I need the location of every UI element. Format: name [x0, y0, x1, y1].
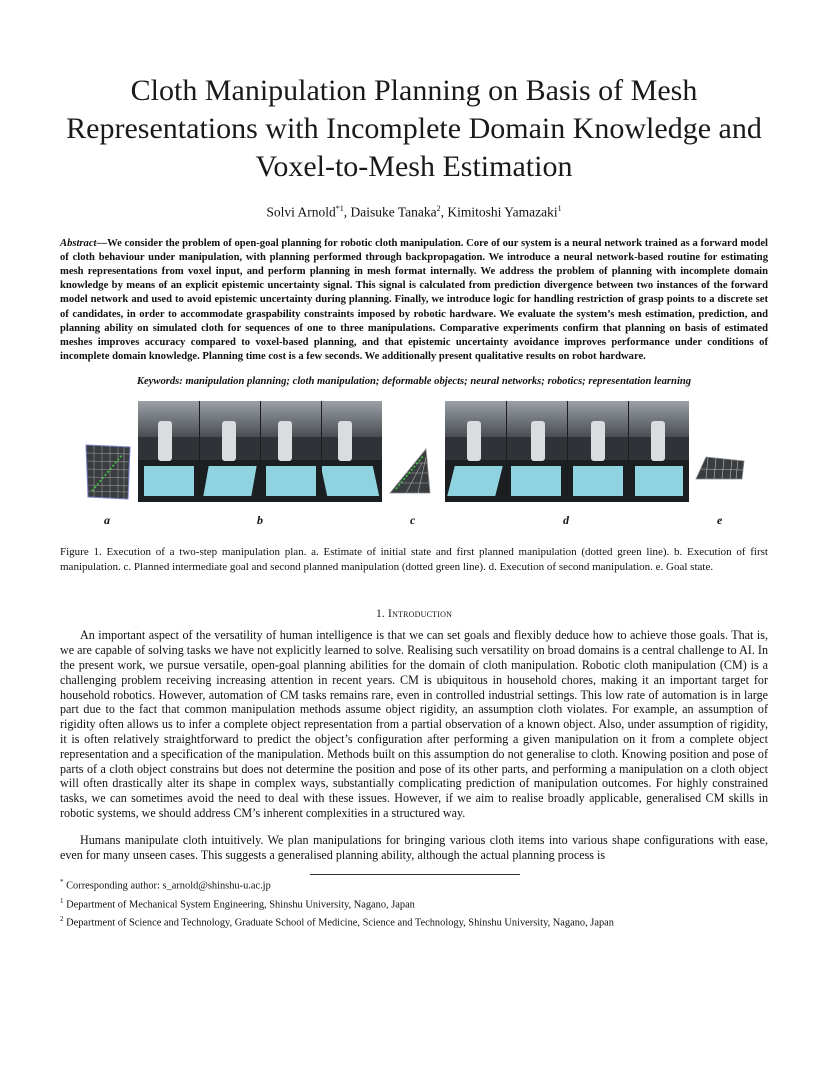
body-paragraph: An important aspect of the versatility of human intelligence is that we can set goals and flexibly deduce how to achieve those goals. That is, we are capable of solving tasks we have not explicitly learned to solve. Realising such versatility on broad domains is a central challenge to AI. In the present work, we pursue versatile, open-goal planning abilities for the domain of cloth manipulation. Robotic cloth manipulation (CM) is a challenging problem receiving increasing attention in recent years. CM is ubiquitous in household chores, making it an important target for household robotics. However, automation of CM tasks remains rare, even in controlled industrial settings. This low rate of automation is in large part due to the fact that common manipulation methods assume object rigidity, an assumption cloth violates. For example, an assumption of rigidity often allows us to infer a complete object representation from a partial observation of a known object. Also, under assumption of rigidity, it is often relatively straightforward to predict the object’s configuration after performing a given manipulation on it from a complete object representation and a specification of the manipulation. Methods built on this assumption do not generalise to cloth. Knowing position and pose of parts of a cloth object constrains but does not determine the position and pose of its other parts, and performing a manipulation on a cloth object will often drastically alter its shape in complex ways, substantially complicating prediction of manipulation outcomes. For highly constrained tasks, we can sometimes avoid the need to deal with these issues. However, if we aim to realise broadly applicable, generalised CM skills in robotic systems, we should address CM’s inherent complexities in a structured way. — [60, 628, 768, 820]
author-mark: *1 — [335, 204, 344, 213]
mesh-intermediate-goal — [386, 443, 434, 499]
footnote-mark: 1 — [60, 896, 64, 905]
author-mark: 2 — [436, 204, 441, 213]
figure-label-a: a — [104, 513, 110, 528]
author-name: Kimitoshi Yamazaki — [447, 204, 558, 220]
paper-page — [60, 0, 768, 931]
footnote-mark: * — [60, 878, 64, 887]
section-title: Introduction — [388, 608, 453, 621]
body-paragraph: Humans manipulate cloth intuitively. We plan manipulations for bringing various cloth items into various shape configurations with ease, even for many unseen cases. This suggests a generalised planning ability, although the actual planning process is — [60, 832, 768, 862]
abstract-text: —We consider the problem of open-goal planning for robotic cloth manipulation. Core of our system is a neural network trained as a forward model of cloth behaviour under manipulation, with planning performed through backpropagation. We introduce a neural network-based routine for estimating mesh representations from voxel input, and perform planning in mesh format internally. We address the problem of planning with incomplete domain knowledge by means of an explicit epistemic uncertainty signal. This signal is calculated from prediction divergence between two instances of the forward model network and used to avoid epistemic uncertainty during planning. Finally, we introduce logic for handling restriction of grasp points to a discrete set of candidates, in order to accommodate graspability constraints imposed by robotic hardware. We evaluate the system’s mesh estimation, prediction, and planning ability on simulated cloth for sequences of one to three manipulations. Comparative experiments confirm that planning on basis of estimated meshes improves accuracy compared to voxel-based planning, and that epistemic uncertainty avoidance improves performance under conditions of incomplete domain knowledge. Planning time cost is a few seconds. We additionally present qualitative results on robot hardware. — [60, 237, 768, 363]
execution-photos-first — [138, 401, 382, 502]
author-list: Solvi Arnold$^{*1}$, Daisuke Tanaka$^2$, Kimitoshi Yamazaki$^1$ — [266, 204, 562, 220]
figure-1 — [60, 401, 768, 541]
section-number: 1. — [375, 608, 385, 621]
footnote-text: Corresponding author: s_arnold@shinshu-u.ac.jp — [66, 880, 271, 892]
paper-title: Cloth Manipulation Planning on Basis of Mesh Representations with Incomplete Domain Knowledge and Voxel-to-Mesh Estimation — [66, 74, 762, 183]
author-mark: 1 — [557, 204, 562, 213]
figure-label-d: d — [563, 513, 569, 528]
footnote — [60, 912, 768, 930]
figure-label-c: c — [410, 513, 416, 528]
execution-photos-second — [445, 401, 689, 502]
abstract-label: Abstract — [60, 237, 97, 249]
mesh-goal-state — [692, 451, 748, 487]
figure-label-e: e — [717, 513, 723, 528]
figure-label-b: b — [257, 513, 263, 528]
footnote — [60, 875, 768, 893]
footnote-text: Department of Mechanical System Engineering, Shinshu University, Nagano, Japan — [66, 899, 415, 911]
mesh-estimate-initial — [82, 441, 134, 503]
section-heading — [60, 608, 768, 620]
footnote — [60, 894, 768, 912]
author-name: Solvi Arnold — [266, 204, 336, 220]
keywords: Keywords: manipulation planning; cloth manipulation; deformable objects; neural networks; robotics; representation learning — [136, 376, 692, 388]
abstract — [60, 237, 768, 365]
figure-caption: Figure 1. Execution of a two-step manipulation plan. a. Estimate of initial state and first planned manipulation (dotted green line). b. Execution of first manipulation. c. Planned intermediate goal and second planned manipulation (dotted green line). d. Execution of second manipulation. e. Goal state. — [60, 546, 768, 573]
author-name: Daisuke Tanaka — [350, 204, 437, 220]
footnote-text: Department of Science and Technology, Graduate School of Medicine, Science and Technology, Shinshu University, Nagano, Japan — [66, 917, 614, 929]
footnote-mark: 2 — [60, 915, 64, 924]
